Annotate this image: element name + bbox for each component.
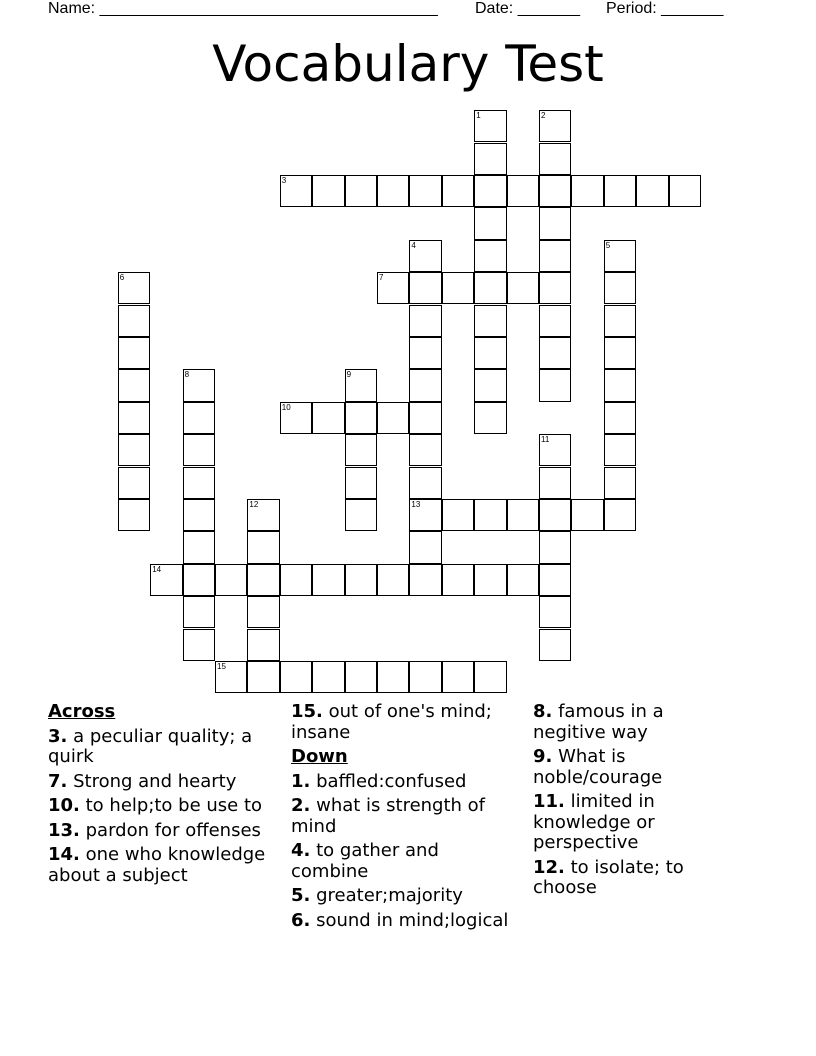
clue-across-14: 14. one who knowledge about a subject bbox=[48, 844, 266, 886]
grid-cell[interactable] bbox=[183, 629, 215, 661]
grid-cell[interactable] bbox=[539, 143, 571, 175]
clue-across-7: 7. Strong and hearty bbox=[48, 770, 237, 792]
down-heading: Down bbox=[291, 746, 348, 767]
across-heading: Across bbox=[48, 701, 116, 722]
clue-number-10: 10 bbox=[281, 402, 291, 412]
grid-cell[interactable] bbox=[183, 499, 215, 531]
grid-cell[interactable] bbox=[280, 661, 312, 693]
period-field-label[interactable]: Period: _______ bbox=[606, 0, 724, 17]
grid-cell[interactable] bbox=[539, 531, 571, 563]
clue-number-1: 1 bbox=[476, 111, 481, 121]
clue-down-2: 2. what is strength of mind bbox=[291, 795, 486, 837]
clue-across-15: 15. out of one's mind; insane bbox=[291, 701, 492, 743]
clue-down-9: 9. What is noble/courage bbox=[533, 746, 663, 788]
clue-number-2: 2 bbox=[541, 111, 546, 121]
clue-down-5: 5. greater;majority bbox=[291, 885, 463, 906]
grid-cell[interactable] bbox=[118, 305, 150, 337]
grid-cell[interactable] bbox=[604, 272, 636, 304]
grid-cell[interactable] bbox=[118, 402, 150, 434]
grid-cell[interactable] bbox=[474, 499, 506, 531]
date-field-label[interactable]: Date: _______ bbox=[475, 0, 580, 17]
clue-number-14: 14 bbox=[152, 564, 162, 574]
grid-cell[interactable] bbox=[118, 467, 150, 499]
grid-cell[interactable] bbox=[539, 337, 571, 369]
page-title: Vocabulary Test bbox=[212, 35, 604, 93]
grid-cell[interactable] bbox=[118, 369, 150, 401]
grid-cell[interactable] bbox=[247, 661, 279, 693]
grid-cell[interactable] bbox=[247, 596, 279, 628]
grid-cell[interactable] bbox=[442, 564, 474, 596]
clue-number-9: 9 bbox=[346, 370, 352, 380]
grid-cell[interactable] bbox=[474, 207, 506, 239]
clue-down-8: 8. famous in a negitive way bbox=[533, 701, 664, 743]
grid-cell[interactable] bbox=[474, 661, 506, 693]
clue-column-3 bbox=[533, 702, 733, 903]
grid-cell[interactable] bbox=[247, 531, 279, 563]
grid-cell[interactable] bbox=[539, 564, 571, 596]
grid-cell[interactable] bbox=[539, 207, 571, 239]
grid-cell[interactable] bbox=[183, 402, 215, 434]
grid-cell[interactable] bbox=[118, 434, 150, 466]
grid-cell[interactable] bbox=[183, 596, 215, 628]
clue-number-12: 12 bbox=[249, 499, 259, 509]
grid-cell[interactable] bbox=[247, 564, 279, 596]
grid-cell[interactable] bbox=[409, 175, 441, 207]
grid-cell[interactable] bbox=[474, 369, 506, 401]
grid-cell[interactable] bbox=[539, 596, 571, 628]
grid-cell[interactable] bbox=[507, 272, 539, 304]
grid-cell[interactable] bbox=[409, 272, 441, 304]
grid-cell[interactable] bbox=[409, 531, 441, 563]
grid-cell[interactable] bbox=[474, 272, 506, 304]
grid-cell[interactable] bbox=[442, 499, 474, 531]
grid-cell[interactable] bbox=[345, 661, 377, 693]
clue-across-13: 13. pardon for offenses bbox=[48, 819, 261, 841]
clue-down-12: 12. to isolate; to choose bbox=[533, 856, 684, 898]
clue-column-2 bbox=[291, 702, 516, 935]
grid-cell[interactable] bbox=[604, 467, 636, 499]
clue-number-4: 4 bbox=[411, 240, 416, 250]
grid-cell[interactable] bbox=[571, 499, 603, 531]
grid-cell[interactable] bbox=[474, 305, 506, 337]
grid-cell[interactable] bbox=[377, 402, 409, 434]
grid-cell[interactable] bbox=[571, 175, 603, 207]
grid-cell[interactable] bbox=[474, 240, 506, 272]
grid-cell[interactable] bbox=[409, 661, 441, 693]
grid-cell[interactable] bbox=[539, 175, 571, 207]
grid-cell[interactable] bbox=[409, 467, 441, 499]
grid-cell[interactable] bbox=[539, 499, 571, 531]
grid-cell[interactable] bbox=[312, 175, 344, 207]
grid-cell[interactable] bbox=[312, 402, 344, 434]
grid-cell[interactable] bbox=[312, 661, 344, 693]
grid-cell[interactable] bbox=[345, 499, 377, 531]
grid-cell[interactable] bbox=[345, 434, 377, 466]
name-field-label[interactable]: Name: ______________________________________ bbox=[48, 0, 438, 17]
grid-cell[interactable] bbox=[474, 337, 506, 369]
grid-cell[interactable] bbox=[474, 402, 506, 434]
grid-cell[interactable] bbox=[183, 564, 215, 596]
clue-number-7: 7 bbox=[379, 273, 384, 283]
grid-cell[interactable] bbox=[604, 434, 636, 466]
grid-cell[interactable] bbox=[474, 564, 506, 596]
grid-cell[interactable] bbox=[377, 175, 409, 207]
grid-cell[interactable] bbox=[409, 434, 441, 466]
grid-cell[interactable] bbox=[215, 564, 247, 596]
clue-down-1: 1. baffled:confused bbox=[291, 770, 467, 792]
grid-cell[interactable] bbox=[474, 143, 506, 175]
clue-across-3: 3. a peculiar quality; a quirk bbox=[48, 725, 253, 767]
grid-cell[interactable] bbox=[377, 661, 409, 693]
grid-cell[interactable] bbox=[539, 629, 571, 661]
grid-cell[interactable] bbox=[539, 369, 571, 401]
grid-cell[interactable] bbox=[118, 337, 150, 369]
grid-cell[interactable] bbox=[539, 467, 571, 499]
clue-down-11: 11. limited in knowledge or perspective bbox=[533, 791, 655, 853]
grid-cell[interactable] bbox=[345, 175, 377, 207]
grid-cell[interactable] bbox=[474, 175, 506, 207]
grid-cell[interactable] bbox=[539, 305, 571, 337]
grid-cell[interactable] bbox=[280, 564, 312, 596]
grid-cell[interactable] bbox=[636, 175, 668, 207]
grid-cell[interactable] bbox=[345, 402, 377, 434]
grid-cell[interactable] bbox=[539, 272, 571, 304]
grid-cell[interactable] bbox=[183, 467, 215, 499]
clue-down-4: 4. to gather and combine bbox=[291, 840, 439, 882]
grid-cell[interactable] bbox=[312, 564, 344, 596]
grid-cell[interactable] bbox=[442, 272, 474, 304]
grid-cell[interactable] bbox=[183, 434, 215, 466]
grid-cell[interactable] bbox=[507, 175, 539, 207]
grid-cell[interactable] bbox=[604, 499, 636, 531]
clue-number-13: 13 bbox=[411, 499, 421, 509]
grid-cell[interactable] bbox=[604, 402, 636, 434]
clue-column-1 bbox=[48, 702, 280, 890]
clue-number-3: 3 bbox=[281, 175, 287, 185]
clue-number-5: 5 bbox=[605, 240, 611, 250]
grid-cell[interactable] bbox=[118, 499, 150, 531]
grid-cell[interactable] bbox=[409, 369, 441, 401]
grid-cell[interactable] bbox=[604, 369, 636, 401]
grid-cell[interactable] bbox=[604, 305, 636, 337]
grid-cell[interactable] bbox=[507, 499, 539, 531]
grid-cell[interactable] bbox=[345, 467, 377, 499]
grid-cell[interactable] bbox=[409, 337, 441, 369]
clue-down-6: 6. sound in mind;logical bbox=[291, 909, 509, 931]
grid-cell[interactable] bbox=[442, 661, 474, 693]
grid-cell[interactable] bbox=[409, 402, 441, 434]
clue-number-11: 11 bbox=[541, 435, 550, 445]
clue-number-8: 8 bbox=[184, 370, 190, 380]
clue-number-15: 15 bbox=[217, 661, 226, 671]
grid-cell[interactable] bbox=[604, 175, 636, 207]
grid-cell[interactable] bbox=[409, 305, 441, 337]
clue-number-6: 6 bbox=[119, 273, 125, 283]
clue-across-10: 10. to help;to be use to bbox=[48, 795, 263, 816]
grid-cell[interactable] bbox=[247, 629, 279, 661]
grid-cell[interactable] bbox=[442, 175, 474, 207]
grid-cell[interactable] bbox=[183, 531, 215, 563]
grid-cell[interactable] bbox=[669, 175, 701, 207]
grid-cell[interactable] bbox=[345, 564, 377, 596]
grid-cell[interactable] bbox=[377, 564, 409, 596]
grid-cell[interactable] bbox=[409, 564, 441, 596]
grid-cell[interactable] bbox=[507, 564, 539, 596]
grid-cell[interactable] bbox=[539, 240, 571, 272]
grid-cell[interactable] bbox=[604, 337, 636, 369]
